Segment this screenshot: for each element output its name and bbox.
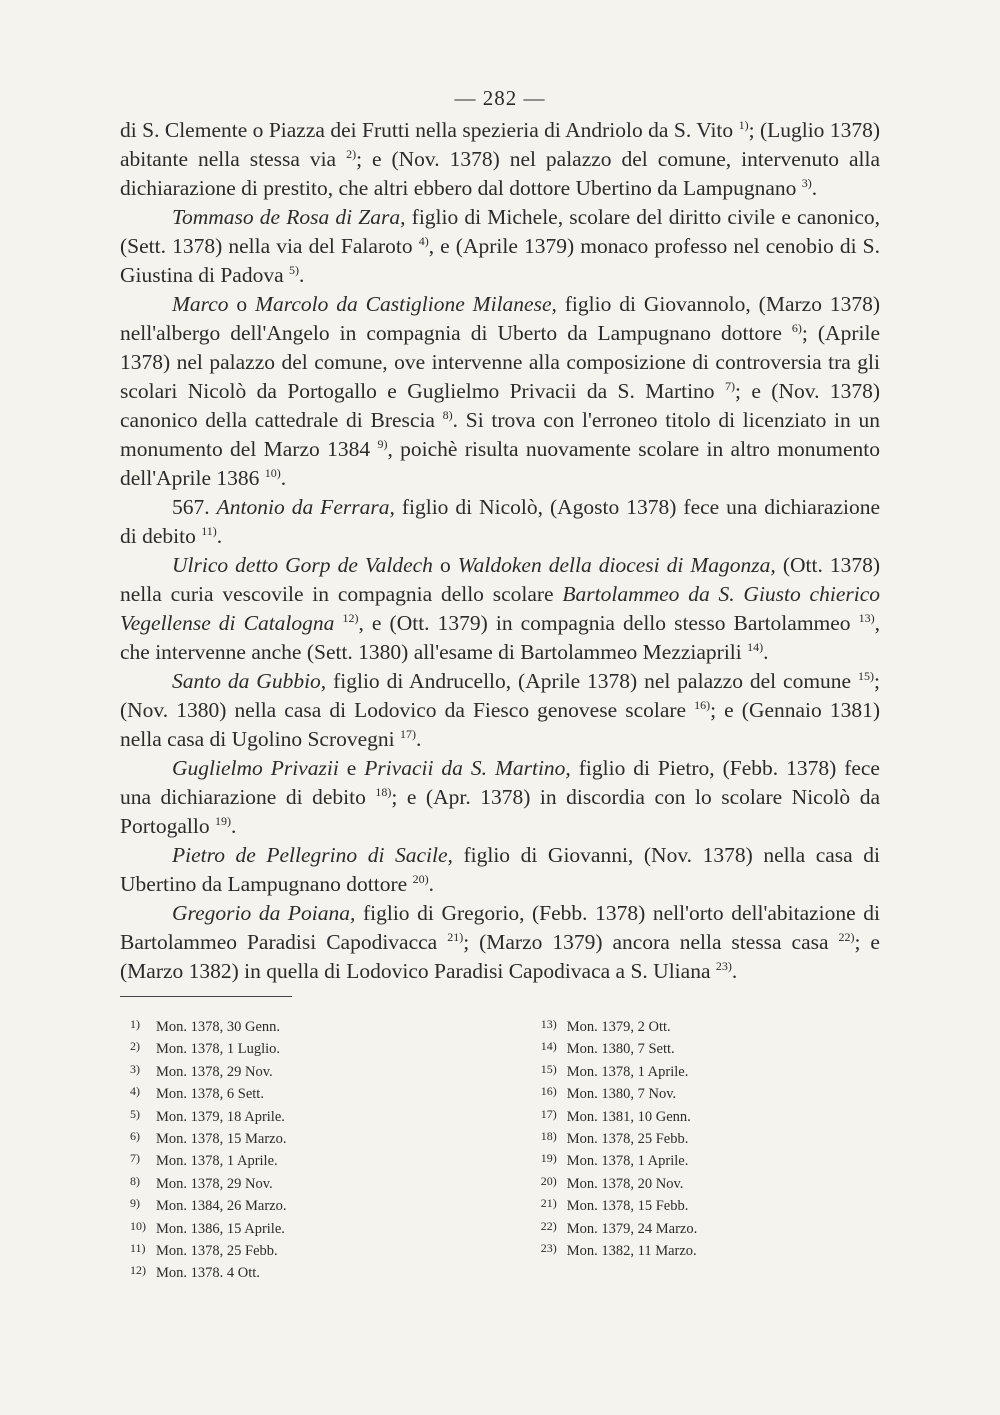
paragraph	[120, 203, 880, 290]
paragraph	[120, 551, 880, 667]
footnote-reference: 14)	[747, 640, 764, 654]
footnote-text: Mon. 1378, 25 Febb.	[566, 1131, 689, 1148]
footnote-reference: 23)	[715, 959, 732, 973]
footnote-text: Mon. 1379, 2 Ott.	[566, 1019, 671, 1035]
text-run: o	[228, 292, 256, 316]
footnote-mark: 14)	[540, 1039, 557, 1054]
footnote-reference: 2)	[346, 147, 357, 161]
text-run: ; (Nov. 1380) nella casa di Lodovico da Fiesco genovese scolare	[120, 669, 880, 722]
footnote-mark: 9)	[130, 1196, 140, 1211]
text-run: .	[299, 263, 305, 287]
text-run: (Ott. 1378) nella curia vescovile in compagnia dello scolare	[120, 553, 880, 606]
footnote	[130, 1217, 541, 1239]
footnote-mark: 22)	[540, 1218, 557, 1233]
footnote-mark: 4)	[130, 1084, 140, 1099]
footnote-reference: 4)	[418, 234, 429, 248]
footnote-reference: 18)	[375, 785, 392, 799]
footnote	[541, 1127, 770, 1149]
footnote	[541, 1015, 770, 1037]
footnote	[130, 1149, 541, 1171]
italic-name: Pietro de Pellegrino di Sacile,	[172, 843, 453, 867]
text-run: ; (Luglio 1378) abitante nella stessa via	[120, 118, 880, 171]
footnote-mark: 16)	[540, 1084, 557, 1099]
footnote	[130, 1261, 541, 1283]
footnote-reference: 7)	[724, 379, 735, 393]
footnote-reference: 16)	[694, 698, 711, 712]
footnote-text: Mon. 1380, 7 Sett.	[566, 1041, 675, 1058]
text-run: o	[432, 553, 458, 577]
footnote-mark: 17)	[540, 1106, 557, 1121]
italic-name: Waldoken della diocesi di Magonza,	[457, 553, 776, 577]
text-run: , che intervenne anche (Sett. 1380) all'esame di Bartolammeo Mezziaprili	[120, 611, 881, 664]
footnote-text: Mon. 1378, 25 Febb.	[156, 1243, 278, 1260]
footnote-mark: 8)	[130, 1173, 140, 1188]
footnote	[130, 1239, 541, 1261]
footnotes-right-column	[541, 1015, 770, 1284]
text-run: .	[428, 872, 434, 896]
text-run: figlio di Gregorio, (Febb. 1378) nell'orto dell'abitazione di Bartolammeo Paradisi Capodivacca	[120, 901, 880, 954]
paragraph	[120, 493, 880, 551]
italic-name: Marcolo da Castiglione Milanese,	[255, 292, 557, 316]
footnotes-left-column	[130, 1015, 541, 1284]
footnote-reference: 9)	[377, 437, 388, 451]
paragraph	[120, 899, 880, 986]
footnote	[130, 1105, 541, 1127]
text-run: , e (Aprile 1379) monaco professo nel cenobio di S. Giustina di Padova	[120, 234, 880, 287]
footnote-text: Mon. 1378. 4 Ott.	[156, 1265, 260, 1282]
footnote	[541, 1082, 770, 1104]
footnote-reference: 6)	[791, 321, 802, 335]
footnote-mark: 12)	[130, 1263, 146, 1278]
footnote	[130, 1015, 541, 1037]
footnote-text: Mon. 1379, 24 Marzo.	[566, 1220, 698, 1237]
footnote	[541, 1239, 770, 1261]
footnote	[130, 1082, 541, 1104]
italic-name: Antonio da Ferrara,	[216, 495, 395, 519]
text-run: figlio di Nicolò, (Agosto 1378) fece una dichiarazione di debito	[120, 495, 881, 548]
text-run: figlio di Giovannolo, (Marzo 1378) nell'albergo dell'Angelo in compagnia di Uberto da Lampugnano dottore	[120, 292, 881, 345]
paragraph	[120, 116, 880, 203]
footnote-mark: 1)	[130, 1017, 140, 1031]
text-run: . Si trova con l'erroneo titolo di licenziato in un monumento del Marzo 1384	[120, 408, 880, 461]
footnote-divider	[120, 996, 292, 997]
footnote-text: Mon. 1378, 1 Luglio.	[156, 1041, 281, 1058]
footnote-reference: 15)	[858, 669, 875, 683]
paragraph	[120, 290, 880, 493]
page-number: — 282 —	[454, 86, 546, 110]
text-run: ; e (Marzo 1382) in quella di Lodovico Paradisi Capodivaca a S. Uliana	[120, 930, 880, 983]
footnote-reference: 22)	[838, 930, 855, 944]
text-run: , poichè risulta nuovamente scolare in altro monumento dell'Aprile 1386	[120, 437, 880, 490]
footnote	[541, 1217, 770, 1239]
italic-name: Ulrico detto Gorp de Valdech	[172, 553, 433, 577]
footnote-reference: 1)	[738, 118, 749, 132]
text-run: figlio di Andrucello, (Aprile 1378) nel palazzo del comune	[326, 669, 859, 693]
italic-name: Santo da Gubbio,	[172, 669, 327, 693]
text-run: .	[731, 959, 738, 983]
footnote-text: Mon. 1378, 15 Febb.	[566, 1198, 689, 1215]
footnote-mark: 18)	[540, 1129, 557, 1144]
footnote-mark: 3)	[130, 1061, 140, 1076]
italic-name: Privacii da S. Martino,	[364, 756, 571, 780]
text-run: ; e (Nov. 1378) nel palazzo del comune, intervenuto alla dichiarazione di prestito, che altri ebbero dal dottore Ubertino da Lampugnano	[120, 147, 880, 200]
text-run: , e (Ott. 1379) in compagnia dello stesso Bartolammeo	[358, 611, 859, 635]
footnote-mark: 23)	[540, 1241, 557, 1256]
italic-name: Guglielmo Privazii	[172, 756, 339, 780]
italic-name: Marco	[172, 292, 229, 316]
text-run: .	[416, 727, 422, 751]
footnote	[541, 1149, 770, 1171]
text-run: di S. Clemente o Piazza dei Frutti nella spezieria di Andriolo da S. Vito	[120, 118, 739, 142]
footnote-reference: 17)	[400, 727, 417, 741]
footnote-text: Mon. 1378, 15 Marzo.	[156, 1131, 287, 1148]
paragraph	[120, 754, 880, 841]
text-run: e	[338, 756, 365, 780]
text-run: ; e (Nov. 1378) canonico della cattedrale di Brescia	[120, 379, 881, 432]
text-run: ; e (Gennaio 1381) nella casa di Ugolino Scrovegni	[120, 698, 880, 751]
footnote	[130, 1127, 541, 1149]
footnote-mark: 11)	[130, 1241, 146, 1256]
italic-name: Bartolammeo da S. Giusto chierico Vegellense di Catalogna	[120, 582, 880, 635]
text-run: figlio di Giovanni, (Nov. 1378) nella casa di Ubertino da Lampugnano dottore	[120, 843, 880, 896]
text-run: .	[811, 176, 818, 200]
footnote	[541, 1060, 770, 1082]
italic-name: Tommaso de Rosa di Zara,	[172, 205, 406, 229]
footnote-reference: 21)	[447, 930, 464, 944]
text-run: ; e (Apr. 1378) in discordia con lo scolare Nicolò da Portogallo	[120, 785, 880, 838]
footnote-text: Mon. 1378, 29 Nov.	[156, 1063, 273, 1080]
paragraph	[120, 667, 880, 754]
paragraph	[120, 841, 880, 899]
footnote-text: Mon. 1381, 10 Genn.	[566, 1108, 691, 1125]
footnote-text: Mon. 1378, 30 Genn.	[156, 1019, 281, 1035]
footnote	[130, 1060, 541, 1082]
footnote-text: Mon. 1380, 7 Nov.	[566, 1086, 677, 1103]
text-run: ; (Marzo 1379) ancora nella stessa casa	[463, 930, 839, 954]
footnote-mark: 2)	[130, 1039, 140, 1054]
footnote-reference: 5)	[289, 263, 299, 277]
footnote-mark: 13)	[540, 1017, 557, 1031]
footnote	[541, 1194, 770, 1216]
footnote-mark: 6)	[130, 1129, 140, 1144]
footnote-reference: 13)	[858, 611, 875, 625]
footnotes	[130, 1015, 770, 1284]
footnote-text: Mon. 1382, 11 Marzo.	[566, 1243, 697, 1260]
footnote	[541, 1037, 770, 1059]
footnote	[130, 1037, 541, 1059]
footnote	[130, 1194, 541, 1216]
footnote-mark: 7)	[130, 1151, 140, 1166]
footnote-text: Mon. 1378, 6 Sett.	[156, 1086, 264, 1103]
footnote-reference: 8)	[442, 408, 453, 422]
footnote-text: Mon. 1384, 26 Marzo.	[156, 1198, 287, 1215]
text-run: .	[216, 524, 223, 548]
text-run: figlio di Michele, scolare del diritto civile e canonico, (Sett. 1378) nella via del Falaroto	[120, 205, 880, 258]
footnote-reference: 20)	[412, 872, 429, 886]
footnote-reference: 12)	[342, 611, 359, 625]
footnote-mark: 20)	[540, 1173, 557, 1188]
footnote-mark: 21)	[540, 1196, 557, 1211]
footnote-text: Mon. 1378, 1 Aprile.	[566, 1153, 689, 1170]
footnote-reference: 3)	[801, 176, 812, 190]
text-run: .	[763, 640, 769, 664]
footnote-mark: 19)	[540, 1151, 557, 1166]
main-text	[120, 116, 880, 986]
text-run: .	[230, 814, 237, 838]
text-run: ; (Aprile 1378) nel palazzo del comune, ove intervenne alla composizione di controversia tra gli scolari Nicolò da Portogallo e Guglielmo Privacii da S. Martino	[120, 321, 880, 403]
footnote-reference: 11)	[201, 524, 217, 538]
footnote	[130, 1172, 541, 1194]
footnote-text: Mon. 1386, 15 Aprile.	[156, 1220, 285, 1237]
footnote-reference: 19)	[214, 814, 231, 828]
footnote-text: Mon. 1378, 29 Nov.	[156, 1175, 273, 1192]
footnote-mark: 5)	[130, 1106, 140, 1121]
text-run: figlio di Pietro, (Febb. 1378) fece una dichiarazione di debito	[120, 756, 880, 809]
footnote-mark: 10)	[130, 1218, 146, 1233]
footnote-text: Mon. 1378, 1 Aprile.	[566, 1063, 689, 1080]
footnote-mark: 15)	[540, 1061, 557, 1076]
footnote	[541, 1105, 770, 1127]
footnote-text: Mon. 1379, 18 Aprile.	[156, 1108, 285, 1125]
footnote-reference: 10)	[264, 466, 281, 480]
footnote-text: Mon. 1378, 1 Aprile.	[156, 1153, 278, 1170]
footnote	[541, 1172, 770, 1194]
text-run: 567.	[172, 495, 217, 519]
footnote-text: Mon. 1378, 20 Nov.	[566, 1175, 684, 1192]
text-run: .	[280, 466, 287, 490]
italic-name: Gregorio da Poiana,	[172, 901, 356, 925]
